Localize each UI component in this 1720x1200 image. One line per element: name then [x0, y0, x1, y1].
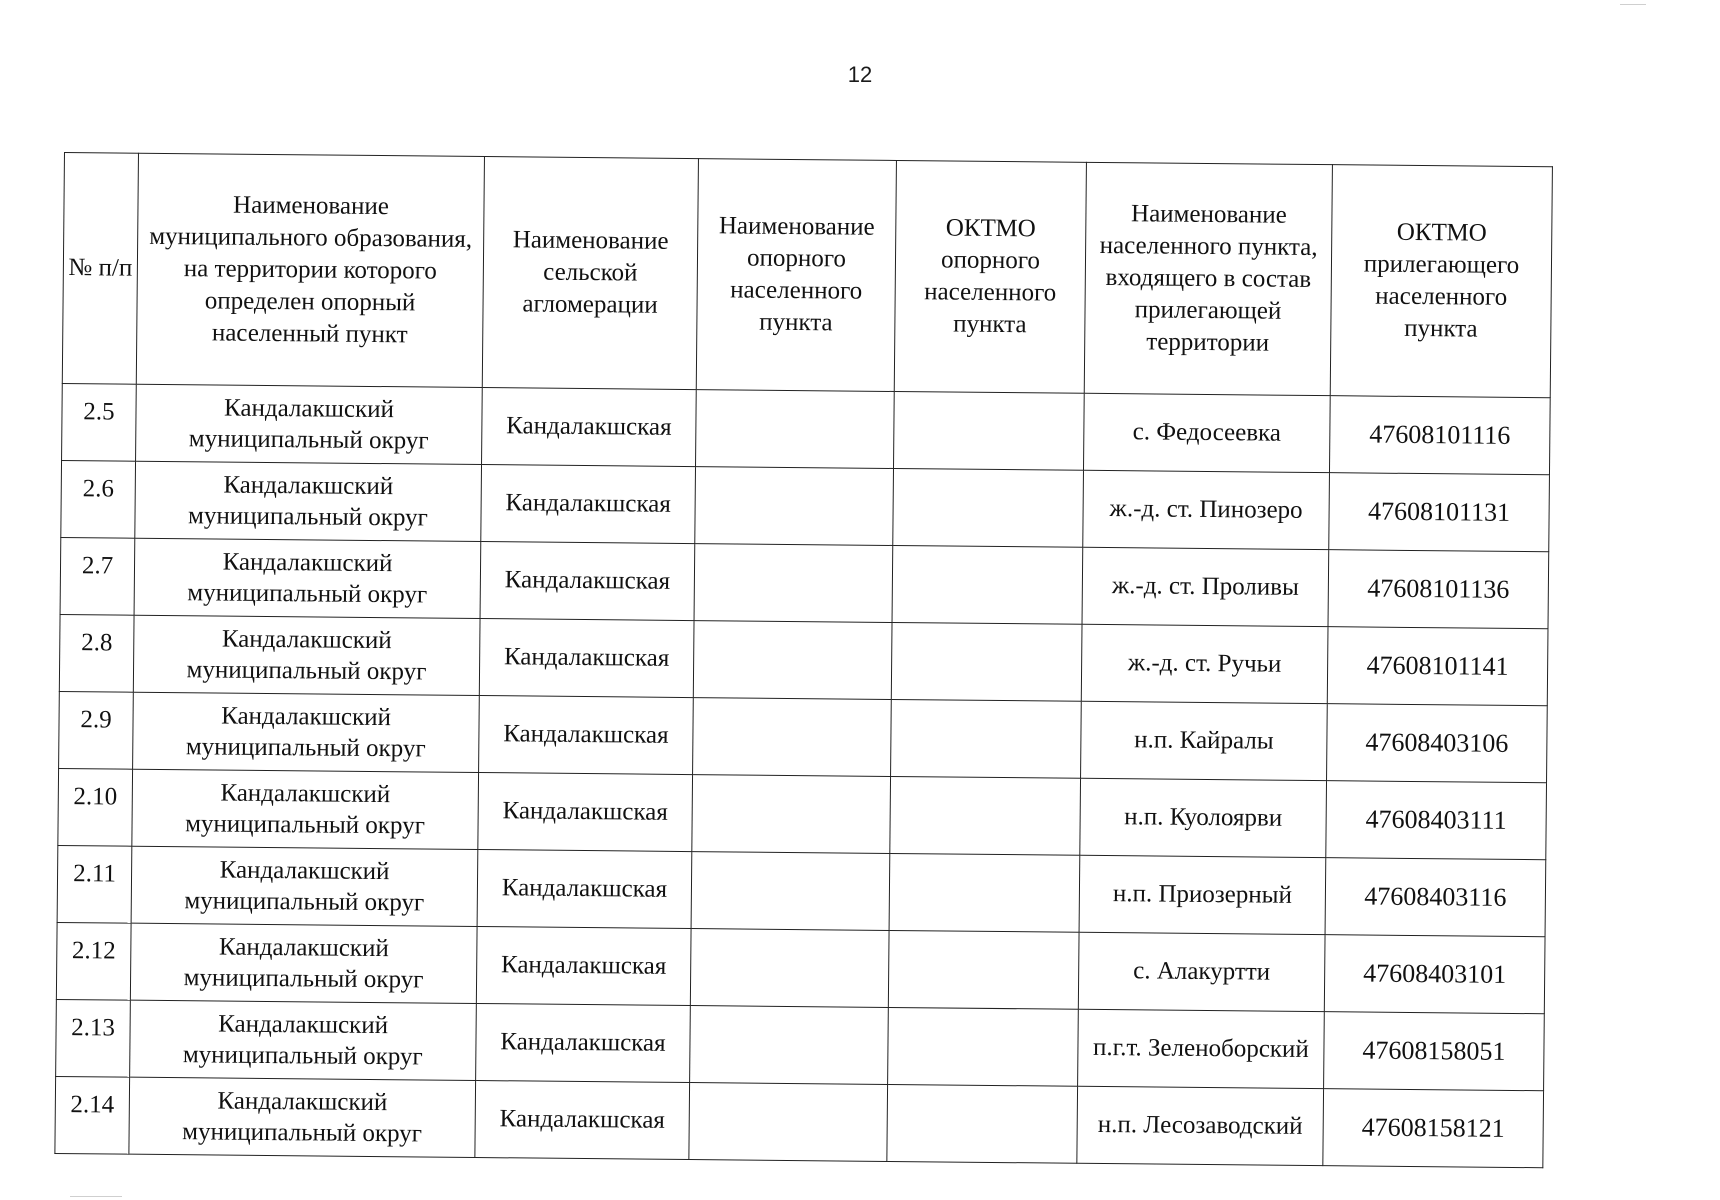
row-hub-oktmo: [891, 699, 1082, 778]
row-number: 2.14: [55, 1076, 130, 1154]
row-oktmo: 47608403116: [1325, 858, 1546, 937]
row-municipality: Кандалакшский муниципальный округ: [129, 1077, 476, 1157]
row-hub-name: [696, 390, 895, 469]
header-number: № п/п: [62, 153, 138, 385]
row-oktmo: 47608101141: [1327, 627, 1548, 706]
table-body: [55, 383, 1550, 1167]
row-oktmo: 47608403106: [1327, 704, 1548, 783]
row-oktmo: 47608101136: [1328, 550, 1549, 629]
row-municipality: Кандалакшский муниципальный округ: [132, 769, 479, 849]
row-number: 2.12: [56, 922, 131, 1000]
header-agglomeration: Наименование сельской агломерации: [482, 157, 698, 390]
row-settlement: ж.-д. ст. Пинозеро: [1083, 470, 1330, 549]
row-hub-name: [690, 1006, 889, 1085]
scan-artifact-bottom-left: [70, 1196, 122, 1197]
scan-artifact-top-right: [1620, 4, 1646, 5]
row-municipality: Кандалакшский муниципальный округ: [135, 461, 482, 541]
row-agglomeration: Кандалакшская: [481, 465, 696, 544]
row-number: 2.11: [57, 845, 132, 923]
row-agglomeration: Кандалакшская: [478, 773, 693, 852]
header-municipality: Наименование муниципального образования, на территории которого определен опорный населенный пункт: [136, 153, 484, 387]
row-settlement: п.г.т. Зеленоборский: [1078, 1009, 1325, 1088]
row-oktmo: 47608403111: [1326, 781, 1547, 860]
row-municipality: Кандалакшский муниципальный округ: [130, 1000, 477, 1080]
row-settlement: н.п. Приозерный: [1079, 855, 1326, 934]
row-municipality: Кандалакшский муниципальный округ: [133, 615, 480, 695]
row-hub-name: [692, 775, 891, 854]
row-agglomeration: Кандалакшская: [475, 1080, 690, 1159]
row-number: 2.7: [60, 537, 135, 615]
row-number: 2.9: [59, 691, 134, 769]
settlements-table: [54, 152, 1553, 1168]
row-hub-oktmo: [894, 391, 1085, 470]
table-row: [61, 460, 1550, 551]
row-municipality: Кандалакшский муниципальный округ: [133, 692, 480, 772]
header-settlement-oktmo: ОКТМО прилегающего населенного пункта: [1330, 165, 1552, 398]
table-row: [60, 537, 1549, 628]
table-row: [58, 768, 1547, 859]
row-agglomeration: Кандалакшская: [482, 388, 697, 467]
settlements-table-container: [54, 152, 1552, 1168]
header-row: [62, 153, 1552, 398]
row-number: 2.13: [56, 999, 131, 1077]
row-agglomeration: Кандалакшская: [479, 696, 694, 775]
row-agglomeration: Кандалакшская: [477, 850, 692, 929]
row-oktmo: 47608158051: [1324, 1012, 1545, 1091]
row-agglomeration: Кандалакшская: [479, 619, 694, 698]
table-row: [59, 691, 1548, 782]
table-row: [56, 922, 1545, 1013]
row-hub-oktmo: [892, 545, 1083, 624]
row-hub-name: [691, 852, 890, 931]
row-settlement: н.п. Кайралы: [1081, 701, 1328, 780]
table-row: [59, 614, 1548, 705]
row-hub-name: [693, 621, 892, 700]
table-row: [55, 1076, 1544, 1167]
row-hub-name: [693, 698, 892, 777]
row-settlement: с. Алакуртти: [1078, 932, 1325, 1011]
header-settlement: Наименование населенного пункта, входящего в состав прилегающей территории: [1084, 162, 1332, 395]
row-hub-oktmo: [889, 853, 1080, 932]
row-oktmo: 47608101116: [1329, 396, 1550, 475]
row-hub-name: [690, 929, 889, 1008]
row-settlement: н.п. Куолоярви: [1080, 778, 1327, 857]
row-number: 2.6: [61, 460, 136, 538]
row-municipality: Кандалакшский муниципальный округ: [130, 923, 477, 1003]
header-hub-name: Наименование опорного населенного пункта: [696, 159, 896, 392]
row-agglomeration: Кандалакшская: [476, 1003, 691, 1082]
row-oktmo: 47608101131: [1329, 473, 1550, 552]
row-hub-oktmo: [888, 1007, 1079, 1086]
row-hub-oktmo: [888, 930, 1079, 1009]
page-number: 12: [847, 62, 873, 87]
row-agglomeration: Кандалакшская: [480, 542, 695, 621]
row-settlement: с. Федосеевка: [1083, 393, 1330, 472]
row-municipality: Кандалакшский муниципальный округ: [131, 846, 478, 926]
row-hub-oktmo: [891, 622, 1082, 701]
row-number: 2.5: [62, 383, 137, 461]
table-row: [56, 999, 1545, 1090]
row-settlement: ж.-д. ст. Ручьи: [1081, 624, 1328, 703]
table-row: [62, 383, 1551, 474]
row-hub-name: [689, 1083, 888, 1162]
row-number: 2.8: [59, 614, 134, 692]
row-hub-oktmo: [890, 776, 1081, 855]
row-settlement: ж.-д. ст. Проливы: [1082, 547, 1329, 626]
row-agglomeration: Кандалакшская: [476, 927, 691, 1006]
row-number: 2.10: [58, 768, 133, 846]
header-hub-oktmo: ОКТМО опорного населенного пункта: [894, 160, 1086, 393]
row-oktmo: 47608158121: [1323, 1089, 1544, 1168]
table-row: [57, 845, 1546, 936]
row-hub-name: [694, 544, 893, 623]
row-hub-name: [695, 467, 894, 546]
row-municipality: Кандалакшский муниципальный округ: [136, 384, 483, 464]
row-settlement: н.п. Лесозаводский: [1077, 1086, 1324, 1165]
row-hub-oktmo: [893, 468, 1084, 547]
row-oktmo: 47608403101: [1324, 935, 1545, 1014]
row-hub-oktmo: [887, 1084, 1078, 1163]
table-header: [62, 153, 1552, 398]
row-municipality: Кандалакшский муниципальный округ: [134, 538, 481, 618]
